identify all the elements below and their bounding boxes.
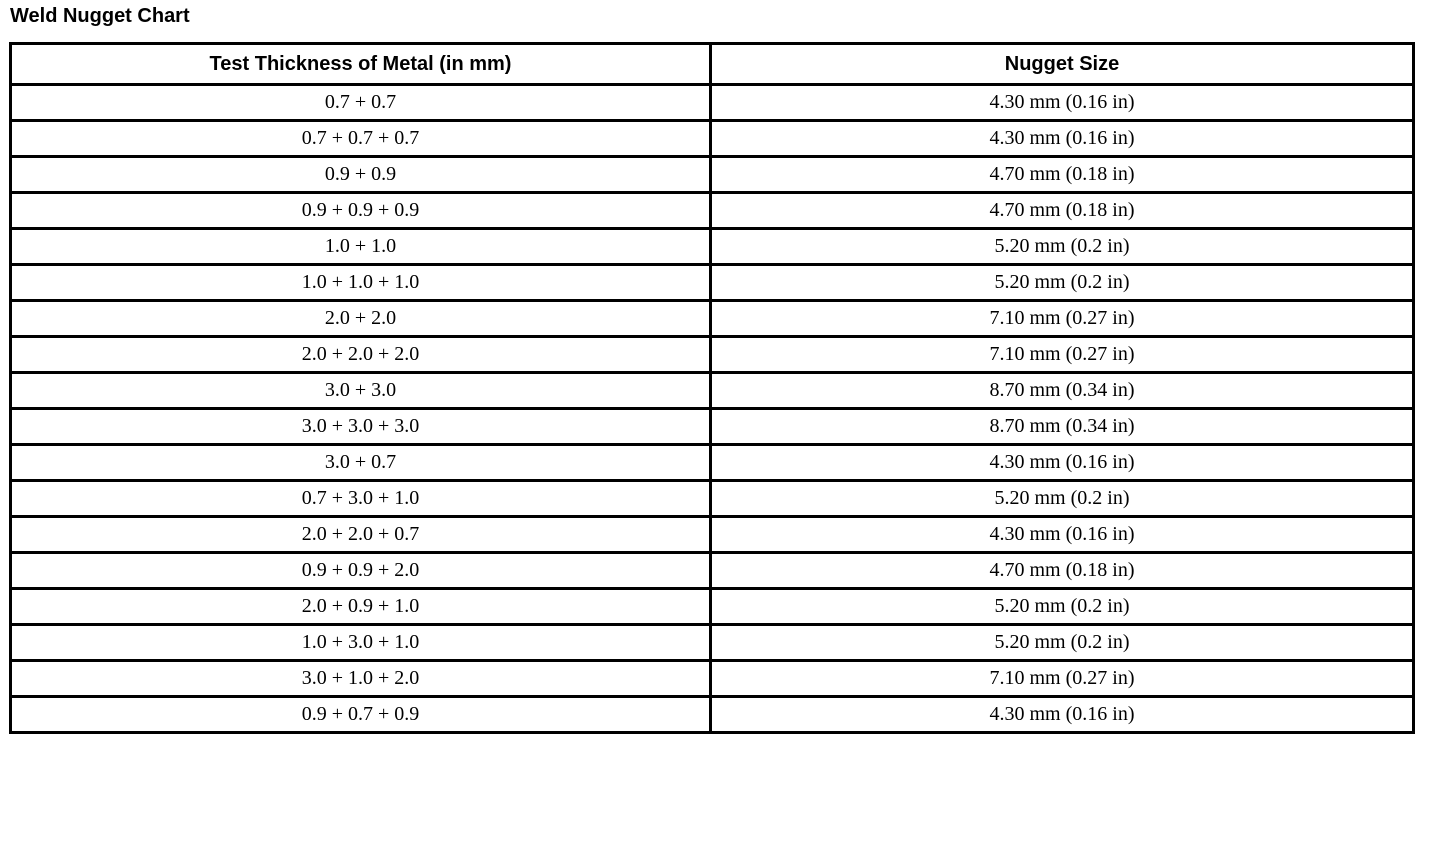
table-row bbox=[11, 301, 1414, 337]
nugget-size-cell: 4.30 mm (0.16 in) bbox=[711, 85, 1414, 121]
nugget-size-cell: 7.10 mm (0.27 in) bbox=[711, 337, 1414, 373]
table-row bbox=[11, 625, 1414, 661]
nugget-size-cell: 5.20 mm (0.2 in) bbox=[711, 265, 1414, 301]
nugget-size-cell: 4.70 mm (0.18 in) bbox=[711, 193, 1414, 229]
table-row bbox=[11, 85, 1414, 121]
nugget-size-cell: 5.20 mm (0.2 in) bbox=[711, 229, 1414, 265]
nugget-size-cell: 5.20 mm (0.2 in) bbox=[711, 589, 1414, 625]
nugget-size-cell: 7.10 mm (0.27 in) bbox=[711, 301, 1414, 337]
table-row bbox=[11, 589, 1414, 625]
table-row bbox=[11, 409, 1414, 445]
thickness-cell: 2.0 + 2.0 + 0.7 bbox=[11, 517, 711, 553]
nugget-size-cell: 4.30 mm (0.16 in) bbox=[711, 121, 1414, 157]
column-header-nugget-size: Nugget Size bbox=[711, 44, 1414, 85]
table-row bbox=[11, 481, 1414, 517]
nugget-size-cell: 4.70 mm (0.18 in) bbox=[711, 553, 1414, 589]
table-row bbox=[11, 157, 1414, 193]
table-row bbox=[11, 697, 1414, 733]
thickness-cell: 0.9 + 0.7 + 0.9 bbox=[11, 697, 711, 733]
thickness-cell: 3.0 + 3.0 bbox=[11, 373, 711, 409]
table-row bbox=[11, 661, 1414, 697]
nugget-size-cell: 4.30 mm (0.16 in) bbox=[711, 517, 1414, 553]
nugget-size-cell: 8.70 mm (0.34 in) bbox=[711, 373, 1414, 409]
table-row bbox=[11, 229, 1414, 265]
table-row bbox=[11, 373, 1414, 409]
thickness-cell: 0.7 + 3.0 + 1.0 bbox=[11, 481, 711, 517]
nugget-size-cell: 4.30 mm (0.16 in) bbox=[711, 697, 1414, 733]
weld-nugget-table bbox=[9, 42, 1415, 734]
nugget-size-cell: 4.70 mm (0.18 in) bbox=[711, 157, 1414, 193]
thickness-cell: 1.0 + 1.0 bbox=[11, 229, 711, 265]
thickness-cell: 2.0 + 2.0 bbox=[11, 301, 711, 337]
nugget-size-cell: 5.20 mm (0.2 in) bbox=[711, 481, 1414, 517]
thickness-cell: 0.9 + 0.9 + 2.0 bbox=[11, 553, 711, 589]
nugget-size-cell: 4.30 mm (0.16 in) bbox=[711, 445, 1414, 481]
thickness-cell: 0.9 + 0.9 bbox=[11, 157, 711, 193]
thickness-cell: 2.0 + 2.0 + 2.0 bbox=[11, 337, 711, 373]
thickness-cell: 0.7 + 0.7 + 0.7 bbox=[11, 121, 711, 157]
table-row bbox=[11, 553, 1414, 589]
nugget-size-cell: 8.70 mm (0.34 in) bbox=[711, 409, 1414, 445]
column-header-thickness: Test Thickness of Metal (in mm) bbox=[11, 44, 711, 85]
nugget-size-cell: 5.20 mm (0.2 in) bbox=[711, 625, 1414, 661]
table-row bbox=[11, 193, 1414, 229]
thickness-cell: 1.0 + 1.0 + 1.0 bbox=[11, 265, 711, 301]
thickness-cell: 1.0 + 3.0 + 1.0 bbox=[11, 625, 711, 661]
table-row bbox=[11, 337, 1414, 373]
thickness-cell: 3.0 + 1.0 + 2.0 bbox=[11, 661, 711, 697]
table-header-row bbox=[11, 44, 1414, 85]
thickness-cell: 0.7 + 0.7 bbox=[11, 85, 711, 121]
table-row bbox=[11, 517, 1414, 553]
nugget-size-cell: 7.10 mm (0.27 in) bbox=[711, 661, 1414, 697]
thickness-cell: 2.0 + 0.9 + 1.0 bbox=[11, 589, 711, 625]
table-body bbox=[11, 85, 1414, 733]
table-row bbox=[11, 445, 1414, 481]
table-row bbox=[11, 265, 1414, 301]
thickness-cell: 0.9 + 0.9 + 0.9 bbox=[11, 193, 711, 229]
page-title: Weld Nugget Chart bbox=[10, 5, 190, 27]
thickness-cell: 3.0 + 3.0 + 3.0 bbox=[11, 409, 711, 445]
table-row bbox=[11, 121, 1414, 157]
thickness-cell: 3.0 + 0.7 bbox=[11, 445, 711, 481]
